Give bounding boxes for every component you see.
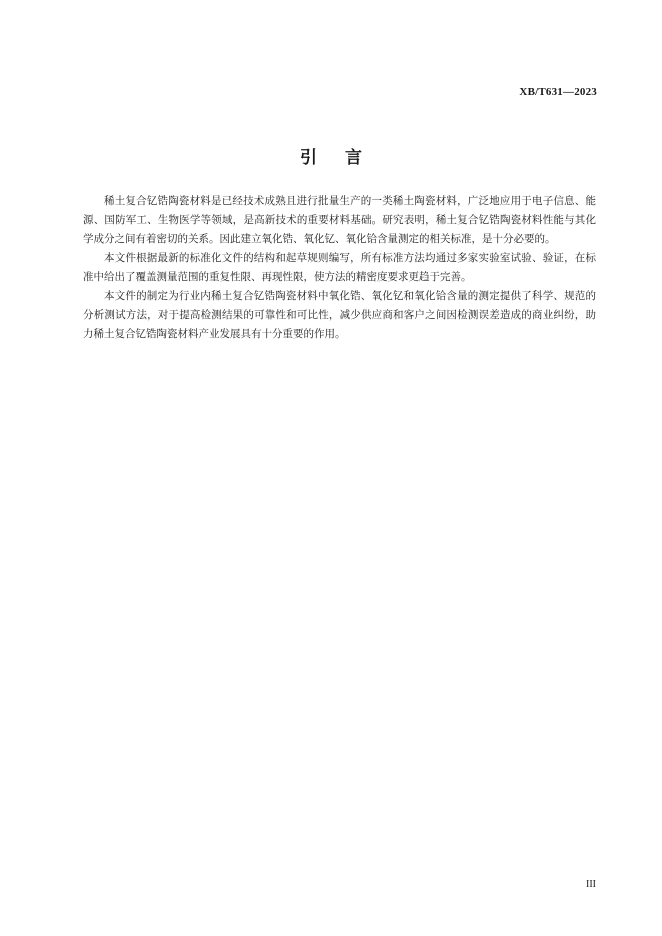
- paragraph-2: 本文件根据最新的标准化文件的结构和起草规则编写，所有标准方法均通过多家实验室试验、验证，在标准中给出了覆盖测量范围的重复性限、再现性限，使方法的精密度要求更趋于完善。: [83, 252, 596, 283]
- page-title: 引言: [300, 148, 390, 168]
- standard-code: XB/T631—2023: [519, 86, 597, 98]
- document-body: [83, 192, 596, 344]
- paragraph-3: 本文件的制定为行业内稀土复合钇锆陶瓷材料中氧化锆、氧化钇和氧化铪含量的测定提供了科学、规范的分析测试方法，对于提高检测结果的可靠性和可比性，减少供应商和客户之间因检测误差造成的商业纠纷，助力稀土复合钇锆陶瓷材料产业发展具有十分重要的作用。: [83, 290, 596, 340]
- paragraph-1: 稀土复合钇锆陶瓷材料是已经技术成熟且进行批量生产的一类稀土陶瓷材料，广泛地应用于电子信息、能源、国防军工、生物医学等领域，是高新技术的重要材料基础。研究表明，稀土复合钇锆陶瓷材料性能与其化学成分之间有着密切的关系。因此建立氧化锆、氧化钇、氧化铪含量测定的相关标准，是十分必要的。: [83, 195, 596, 245]
- page-number: III: [586, 879, 596, 890]
